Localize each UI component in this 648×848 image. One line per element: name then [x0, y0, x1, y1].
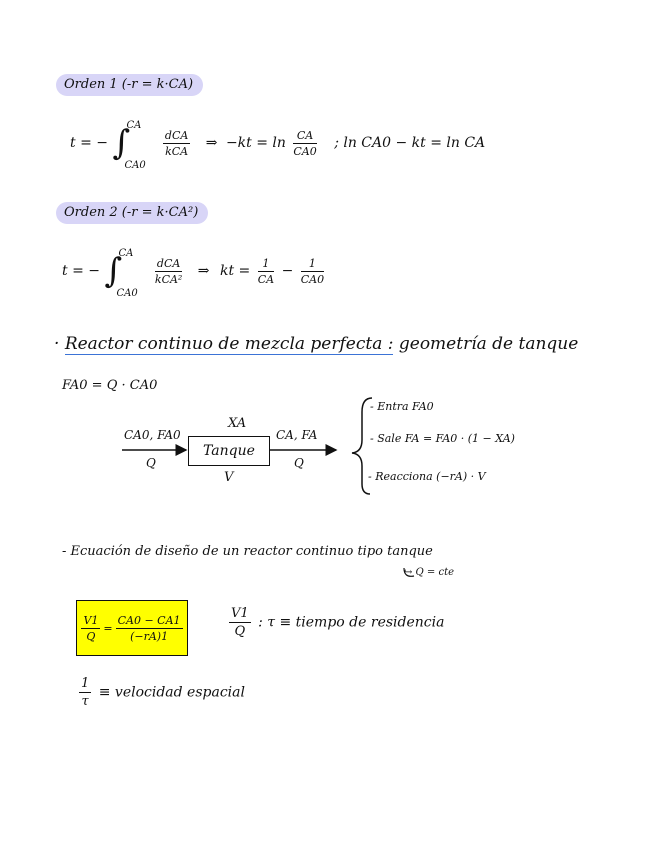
t-equals: t = − — [62, 263, 100, 279]
outlet-label-top: CA, FA — [276, 428, 318, 442]
list-item-entra: - Entra FA0 — [370, 400, 434, 413]
result-text: kt = — [219, 263, 251, 279]
fa0-equation: FA0 = Q · CA0 — [62, 378, 158, 393]
result-text: −kt = ln — [225, 135, 286, 151]
bullet: · — [54, 334, 60, 354]
conversion-over-rate: $\frac{CA0 - CA1}{(-rA)1}$ — [117, 613, 181, 643]
fraction-1: $\frac{1}{CA}$ — [257, 256, 275, 286]
integral-sign: ∫ — [104, 251, 123, 291]
integrand: $\frac{\text{dCA}}{\text{kCA²}}$ — [154, 256, 183, 286]
upper-limit: CA — [118, 248, 134, 259]
implies-arrow: ⇒ — [205, 135, 218, 151]
inlet-label-top: CA0, FA0 — [124, 428, 181, 442]
space-velocity-text: ≡ velocidad espacial — [98, 684, 245, 701]
tank-box — [188, 436, 270, 466]
alternate-form: ; ln CA0 − kt = ln CA — [334, 135, 486, 151]
t-equals: t = − — [70, 135, 108, 151]
tank-bottom-label: V — [224, 470, 234, 485]
tank-top-label: XA — [228, 416, 247, 431]
lower-limit: CA0 — [124, 160, 146, 171]
constant-flow-note: ↪ Q = cte — [404, 567, 455, 578]
outlet-label-bottom: Q — [294, 456, 304, 470]
lower-limit: CA0 — [116, 288, 138, 299]
ln-fraction: $\frac{CA}{CA0}$ — [293, 128, 317, 158]
orden-2-label: Orden 2 (-r = k·CA²) — [56, 202, 208, 224]
fraction-2: $\frac{1}{CA0}$ — [300, 256, 325, 286]
orden-1-label: Orden 1 (-r = k·CA) — [56, 74, 203, 96]
inlet-label-bottom: Q — [146, 456, 156, 470]
design-equation-box — [76, 600, 188, 656]
implies-arrow: ⇒ — [197, 263, 210, 279]
upper-limit: CA — [126, 120, 142, 131]
list-item-reacciona: - Reacciona (−rA) · V — [368, 470, 486, 483]
space-velocity-definition: $\frac{1}{\tau}$ ≡ velocidad espacial — [81, 676, 245, 709]
integral-sign: ∫ — [112, 123, 131, 163]
integrand: $\frac{\text{dCA}}{\text{kCA}}$ — [164, 128, 189, 158]
heading-tail: geometría de tanque — [398, 334, 579, 354]
minus-sign: − — [281, 263, 294, 279]
design-equation-title: - Ecuación de diseño de un reactor continuo tipo tanque — [62, 544, 433, 559]
volume-over-flow: $\frac{V1}{Q}$ — [83, 613, 99, 643]
equals-sign: = — [103, 621, 113, 635]
residence-time-text: : τ ≡ tiempo de residencia — [258, 614, 445, 631]
tank-label: Tanque — [203, 443, 255, 459]
heading-underlined: Reactor continuo de mezcla perfecta : — [64, 334, 394, 354]
list-item-sale: - Sale FA = FA0 · (1 − XA) — [370, 432, 515, 445]
residence-time-definition: $\frac{V1}{Q}$ : τ ≡ tiempo de residencia — [231, 606, 445, 639]
